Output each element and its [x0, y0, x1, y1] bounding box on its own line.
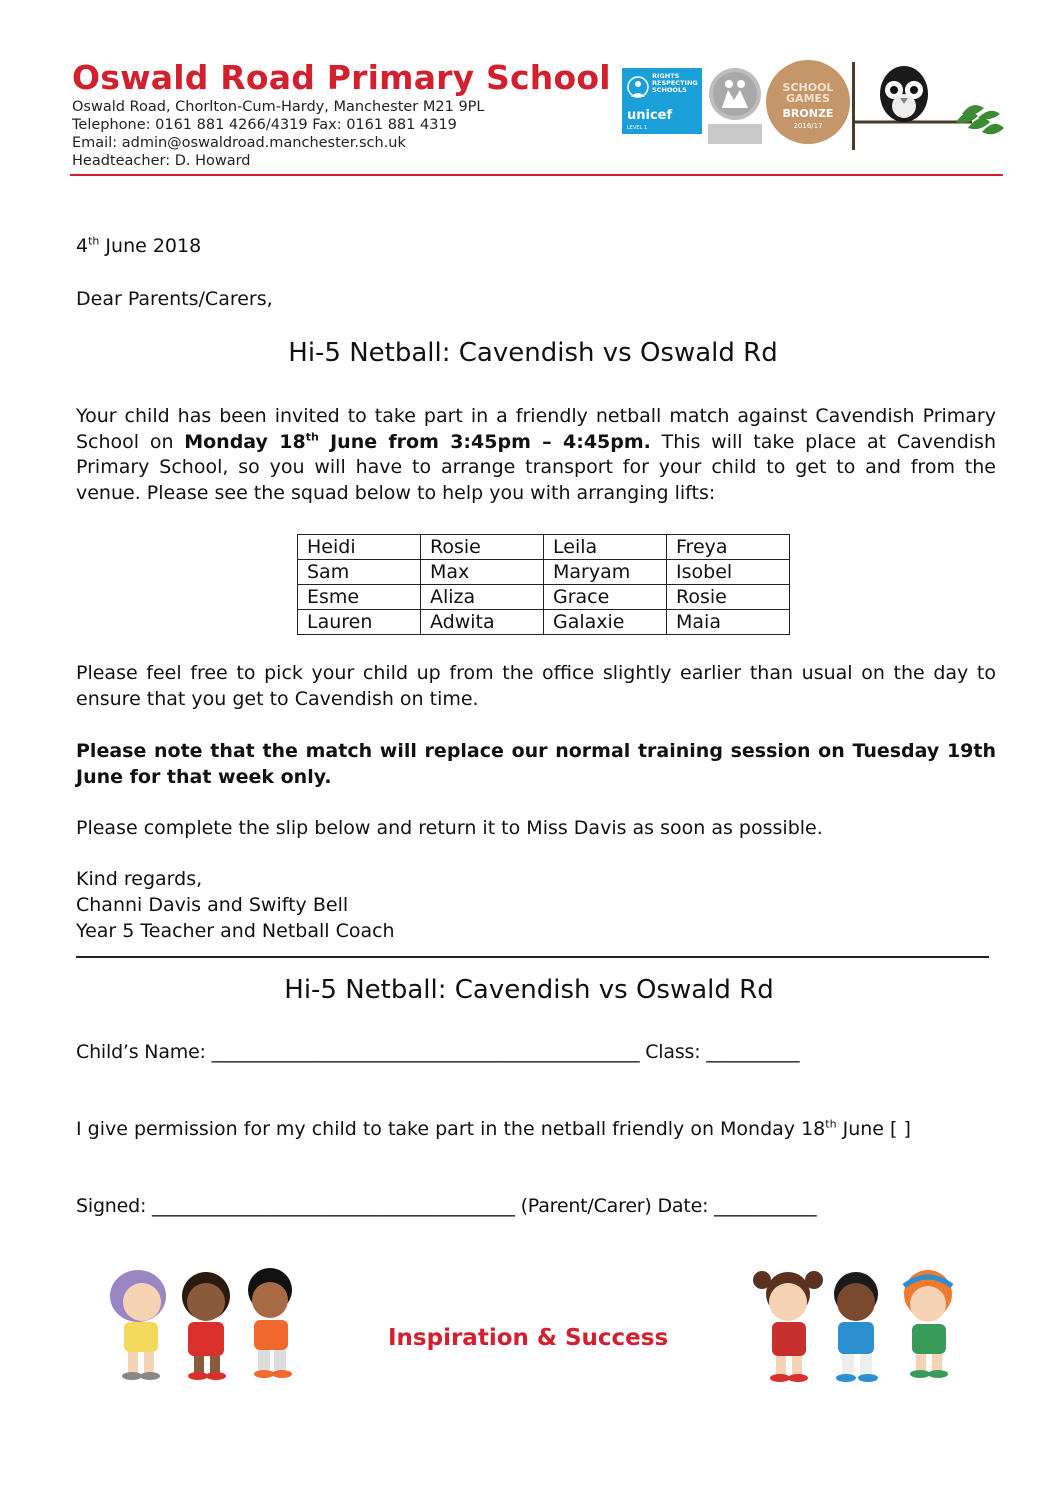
squad-cell: Lauren [298, 610, 421, 635]
squad-cell: Maia [667, 610, 790, 635]
cut-line-divider [76, 956, 989, 958]
header-divider [70, 174, 1003, 176]
paragraph-invitation [76, 404, 996, 507]
rrs-label: RIGHTS RESPECTING SCHOOLS [652, 72, 698, 94]
unicef-label: unicef [627, 108, 673, 123]
table-row [298, 610, 790, 635]
squad-cell: Galaxie [544, 610, 667, 635]
table-row [298, 585, 790, 610]
silver-award-caption [708, 124, 762, 144]
squad-cell: Grace [544, 585, 667, 610]
invitation-text-a: Your child has been invited to take part in a friendly netball match against Cavendish Primary School on [76, 405, 996, 453]
unicef-level: LEVEL 1 [627, 125, 648, 131]
date-suffix: th [88, 234, 100, 248]
squad-cell: Rosie [421, 535, 544, 560]
date-rest: June 2018 [99, 235, 202, 257]
squad-cell: Heidi [298, 535, 421, 560]
signoff: Kind regards, [76, 868, 203, 890]
silver-award-icon [708, 66, 764, 122]
paragraph-return-slip: Please complete the slip below and return it to Miss Davis as soon as possible. [76, 817, 823, 839]
squad-cell: Adwita [421, 610, 544, 635]
children-illustration-right [748, 1266, 964, 1390]
signers: Channi Davis and Swifty Bell [76, 894, 349, 916]
school-motto: Inspiration & Success [388, 1325, 669, 1351]
match-date-suffix: th [305, 430, 319, 444]
rights-respecting-logo [622, 68, 702, 134]
squad-table [297, 534, 790, 635]
squad-cell: Sam [298, 560, 421, 585]
squad-cell: Aliza [421, 585, 544, 610]
salutation: Dear Parents/Carers, [76, 288, 273, 310]
paragraph-pickup: Please feel free to pick your child up from the office slightly earlier than usual on the day to ensure that you get to Cavendish on time. [76, 662, 996, 710]
squad-cell: Esme [298, 585, 421, 610]
match-date: Monday 18 [184, 430, 306, 453]
slip-title: Hi-5 Netball: Cavendish vs Oswald Rd [284, 975, 774, 1005]
children-illustration-left [98, 1266, 312, 1386]
headteacher: Headteacher: D. Howard [72, 153, 251, 169]
school-address: Oswald Road, Chorlton-Cum-Hardy, Manchester M21 9PL [72, 99, 485, 115]
squad-cell: Freya [667, 535, 790, 560]
letter-title: Hi-5 Netball: Cavendish vs Oswald Rd [288, 338, 778, 368]
squad-cell: Maryam [544, 560, 667, 585]
school-telephone: Telephone: 0161 881 4266/4319 Fax: 0161 881 4319 [72, 117, 457, 133]
squad-cell: Isobel [667, 560, 790, 585]
globe-icon [626, 72, 650, 102]
squad-cell: Leila [544, 535, 667, 560]
table-row [298, 535, 790, 560]
school-games-logo [766, 60, 850, 144]
permission-statement [76, 1118, 911, 1140]
date-day: 4 [76, 235, 89, 257]
invitation-text-b: This will take place at Cavendish Primary School, so you will have to arrange transport for your child to get to and from the venue. Please see the squad below to help you with arranging lifts: [76, 430, 996, 505]
signature-field[interactable]: Signed: _______________________________________ (Parent/Carer) Date: ___________ [76, 1195, 817, 1217]
school-email: Email: admin@oswaldroad.manchester.sch.uk [72, 135, 406, 151]
permission-checkbox[interactable]: June [ ] [836, 1118, 911, 1140]
squad-cell: Max [421, 560, 544, 585]
squad-cell: Rosie [667, 585, 790, 610]
permission-date-suffix: th [825, 1117, 837, 1131]
school-games-level: BRONZE [782, 107, 834, 120]
table-row [298, 560, 790, 585]
school-name: Oswald Road Primary School [72, 58, 611, 97]
owl-branch-icon [852, 62, 1008, 154]
child-name-field[interactable]: Child’s Name: ______________________________________________ Class: __________ [76, 1041, 800, 1063]
signer-roles: Year 5 Teacher and Netball Coach [76, 920, 395, 942]
match-time: June from 3:45pm – 4:45pm. [318, 430, 651, 453]
permission-text: I give permission for my child to take part in the netball friendly on Monday 18 [76, 1118, 826, 1140]
paragraph-training-note: Please note that the match will replace our normal training session on Tuesday 19th June for that week only. [76, 740, 996, 788]
school-games-year: 2016/17 [793, 122, 823, 130]
letter-date [76, 235, 201, 257]
match-date-time [184, 431, 651, 453]
school-games-label: SCHOOL GAMES [782, 81, 834, 105]
